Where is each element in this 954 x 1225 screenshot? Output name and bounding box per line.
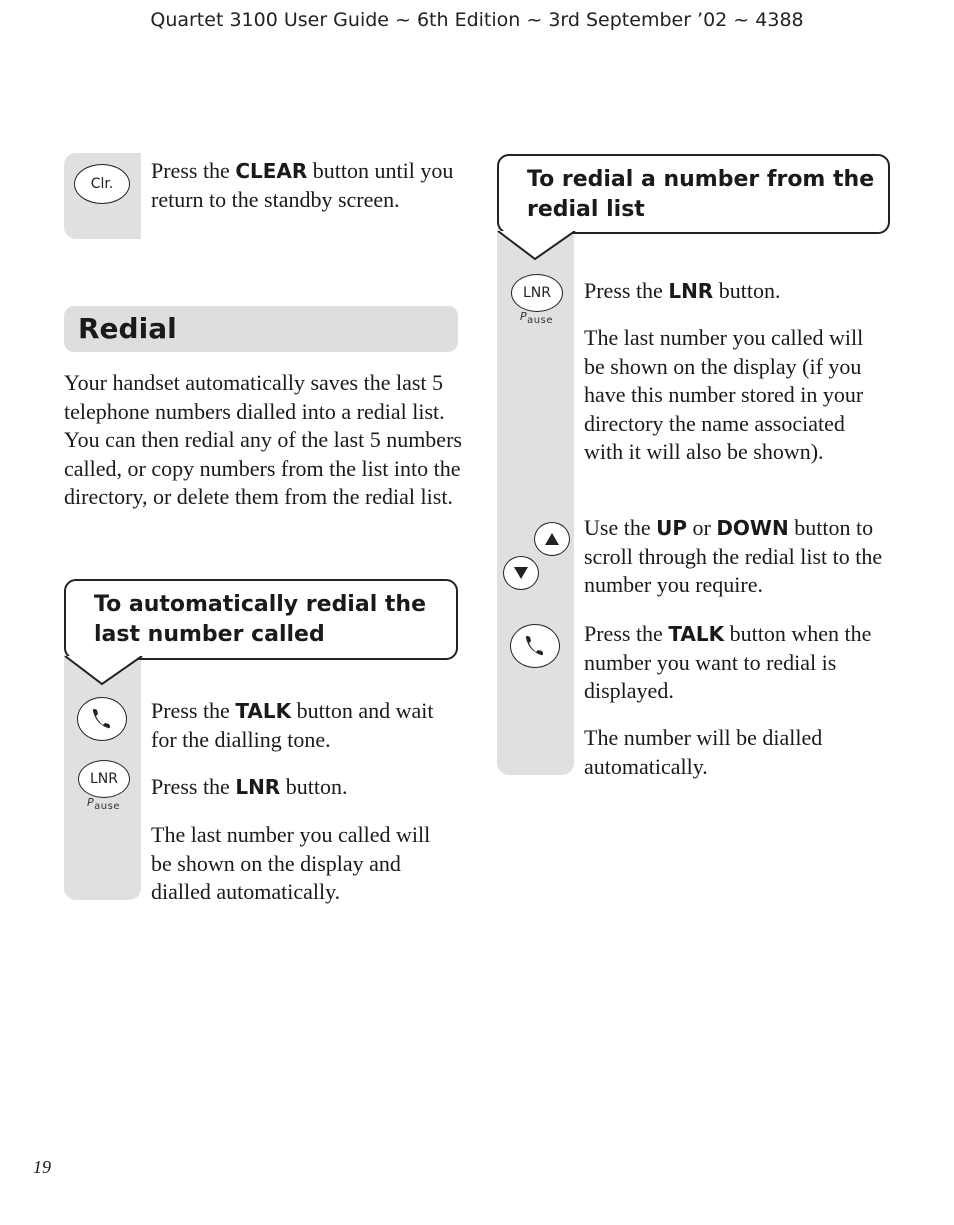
auto-redial-heading-box	[64, 579, 458, 660]
section-title-bar	[64, 306, 458, 352]
auto-redial-heading: To automatically redial the last number called	[94, 592, 426, 647]
auto-step1-text: Press the TALK button and wait for the dialling tone.	[151, 698, 434, 752]
lnr-button-icon	[511, 274, 563, 312]
phone-handset-icon	[88, 705, 116, 733]
lnr-button-label: LNR	[523, 285, 551, 301]
up-button-icon	[534, 522, 570, 556]
page-number: 19	[33, 1157, 51, 1177]
auto-step3-text: The last number you called will be shown on the display and dialled automatically.	[151, 822, 431, 904]
lnr-button-label: LNR	[90, 771, 118, 787]
clear-button-icon	[74, 164, 130, 204]
pause-label: Pause	[520, 310, 553, 326]
manual-step5-text: The number will be dialled automatically.	[584, 725, 823, 779]
manual-step3-text: Use the UP or DOWN button to scroll through the redial list to the number you require.	[584, 515, 883, 597]
page-header: Quartet 3100 User Guide ~ 6th Edition ~ 3rd September ’02 ~ 4388	[150, 9, 804, 31]
auto-redial-heading-pointer	[64, 656, 144, 686]
pause-label: Pause	[87, 796, 120, 812]
down-button-icon	[503, 556, 539, 590]
intro-paragraph: Your handset automatically saves the last 5 telephone numbers dialled into a redial list. You can then redial any of the last 5 numbers called, or copy numbers from the list into the directory, or delete them from the redial list.	[64, 370, 462, 509]
auto-step2-text: Press the LNR button.	[151, 774, 348, 799]
section-title: Redial	[78, 312, 177, 345]
manual-redial-heading-pointer	[497, 231, 577, 261]
lnr-button-icon	[78, 760, 130, 798]
manual-step4-text: Press the TALK button when the number you want to redial is displayed.	[584, 621, 872, 703]
talk-button-icon	[510, 624, 560, 668]
manual-step2-text: The last number you called will be shown on the display (if you have this number stored in your directory the name associated with it will also be shown).	[584, 325, 864, 464]
manual-step1-text: Press the LNR button.	[584, 278, 781, 303]
down-arrow-icon	[513, 566, 529, 580]
phone-handset-icon	[521, 632, 549, 660]
talk-button-icon	[77, 697, 127, 741]
up-arrow-icon	[544, 532, 560, 546]
clear-step-text: Press the CLEAR button until you return to the standby screen.	[151, 158, 454, 212]
manual-redial-heading-box	[497, 154, 890, 234]
manual-redial-heading: To redial a number from the redial list	[527, 167, 875, 222]
clear-button-label: Clr.	[90, 176, 114, 192]
